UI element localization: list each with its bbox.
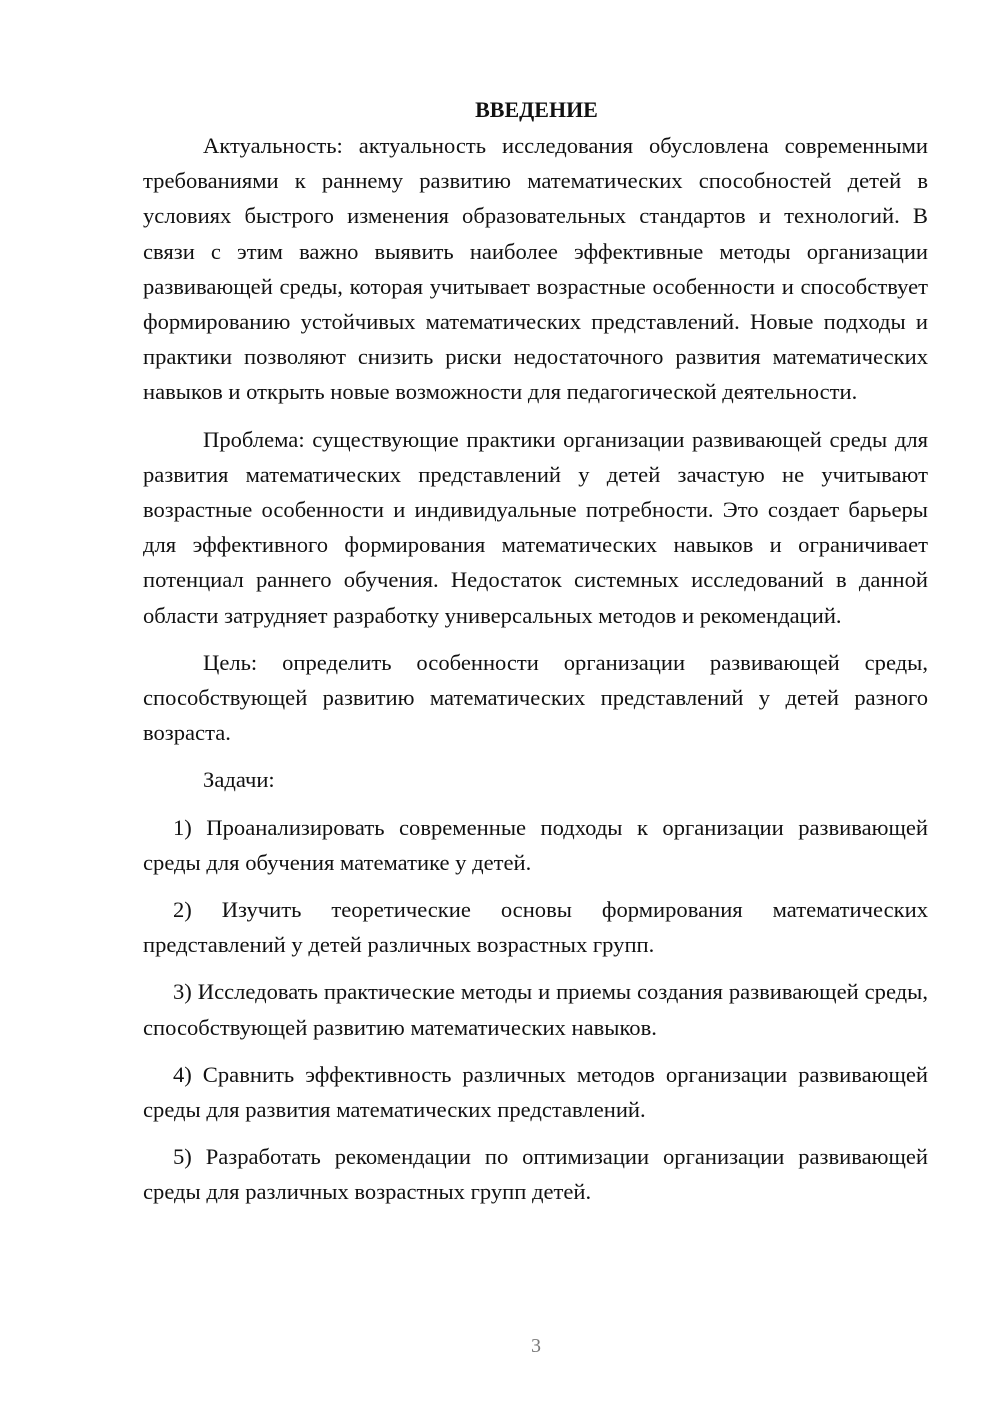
problem-paragraph: Проблема: существующие практики организации развивающей среды для развития математических представлений у детей зачастую не учитывают возрастные особенности и индивидуальные потребности. Это создает барьеры для эффективного формирования математических навыков и ограничивает потенциал раннего обучения. Недостаток системных исследований в данной области затрудняет разработку универсальных методов и рекомендаций. [143,426,928,628]
task-item-1: 1) Проанализировать современные подходы к организации развивающей среды для обучения математике у детей. [143,814,928,875]
task-item-3: 3) Исследовать практические методы и приемы создания развивающей среды, способствующей развитию математических навыков. [143,979,928,1040]
section-heading: ВВЕДЕНИЕ [475,97,598,122]
task-item-4: 4) Сравнить эффективность различных методов организации развивающей среды для развития математических представлений. [143,1061,928,1123]
task-item-2: 2) Изучить теоретические основы формирования математических представлений у детей различных возрастных групп. [143,897,928,958]
page-content [143,92,928,1210]
task-item-5: 5) Разработать рекомендации по оптимизации организации развивающей среды для различных возрастных групп детей. [143,1144,928,1205]
tasks-label: Задачи: [203,767,275,793]
relevance-paragraph: Актуальность: актуальность исследования обусловлена современными требованиями к раннему развитию математических способностей детей в условиях быстрого изменения образовательных стандартов и технологий. В связи с этим важно выявить наиболее эффективные методы организации развивающей среды, которая учитывает возрастные особенности и способствует формированию устойчивых математических представлений. Новые подходы и практики позволяют снизить риски недостаточного развития математических навыков и открыть новые возможности для педагогической деятельности. [143,133,928,405]
goal-paragraph: Цель: определить особенности организации развивающей среды, способствующей развитию математических представлений у детей разного возраста. [143,649,928,746]
page-number: 3 [531,1335,541,1357]
